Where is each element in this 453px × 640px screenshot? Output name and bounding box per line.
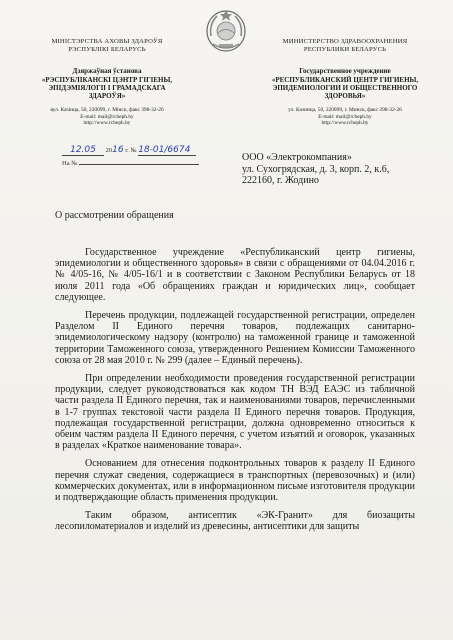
recipient-address — [242, 152, 389, 187]
body-paragraph: Таким образом, антисептик «ЭК-Гранит» для биозащиты лесопиломатериалов и изделий из древесины, антисептики для защиты — [55, 510, 415, 533]
ministry-name-ru: МИНИСТЕРСТВО ЗДРАВООХРАНЕНИЯ РЕСПУБЛИКИ БЕЛАРУСЬ — [282, 38, 408, 54]
outgoing-reference — [62, 145, 196, 156]
body-paragraph: Основанием для отнесения подконтрольных товаров к разделу II Единого перечня служат сведения, содержащиеся в транспортных (перевозочных) и (или) коммерческих документах, или в информационном письме изготовителя продукции и подтверждающие область применения продукции. — [55, 458, 415, 504]
handwritten-year: 16 — [112, 145, 124, 155]
body-paragraph: Перечень продукции, подлежащей государственной регистрации, определен Разделом II Единого перечня товаров, подлежащих санитарно-эпидемиологическому надзору (контролю) на таможенной границе и таможенной территории Таможенного союза, утвержденного Решением Комиссии Таможенного союза от 28 мая 2010 г. № 299 (далее – Единый перечень). — [55, 310, 415, 366]
address-be: вул. Казінца, 50, 220099, г. Мінск, факс 398-32-26 E-mail: mail@rcheph.by http://www.rcheph.by — [50, 106, 164, 127]
incoming-reference — [62, 160, 199, 167]
recipient-company: ООО «Электрокомпания» — [242, 152, 352, 163]
na-label: На № — [62, 160, 78, 167]
handwritten-number: 18-01/6674 — [138, 145, 191, 155]
year-prefix: 20 — [105, 147, 113, 154]
header-left — [14, 38, 200, 127]
body-paragraph: Государственное учреждение «Республиканский центр гигиены, эпидемиологии и общественного здоровья» в связи с обращениями от 04.04.2016 г. № 4/05-16, № 4/05-16/1 и в соответствии с Законом Республики Беларусь от 18 июля 2011 года «Об обращениях граждан и юридических лиц», сообщает следующее. — [55, 247, 415, 303]
handwritten-date: 12.05 — [70, 145, 96, 155]
address-ru: ул. Казинца, 50, 220099, г. Минск, факс 398-32-26 E-mail: mail@rcheph.by http://www.rcheph.by — [288, 106, 402, 127]
recipient-street: ул. Сухогрядская, д. 3, корп. 2, к.6, — [242, 163, 390, 175]
institution-kind-ru: Государственное учреждение — [299, 67, 391, 76]
state-emblem-icon — [203, 6, 249, 54]
institution-name-be: «РЭСПУБЛІКАНСКІ ЦЭНТР ГІГІЕНЫ, ЭПІДЭМІЯЛОГІІ І ГРАМАДСКАГА ЗДАРОЎЯ» — [41, 75, 173, 101]
body-paragraph: При определении необходимости проведения государственной регистрации продукции, следует руководствоваться как кодом ТН ВЭД ЕАЭС из табличной части раздела II Единого перечня, так и наименованиями товаров, перечисленными в 1-7 группах текстовой части раздела II Единого перечня товаров. Продукция, подлежащая государственной регистрации, должна одновременно относиться к обеим частям раздела II Единого перечня, с учетом изъятий и оговорок, указанных в разделах «Краткое наименование товара». — [55, 373, 415, 452]
ministry-name-be: МІНІСТЭРСТВА АХОВЫ ЗДАРОЎЯ РЭСПУБЛІКІ БЕЛАРУСЬ — [51, 38, 163, 54]
header-right — [252, 38, 438, 127]
recipient-city: 222160, г. Жодино — [242, 175, 319, 186]
institution-name-ru: «РЕСПУБЛИКАНСКИЙ ЦЕНТР ГИГИЕНЫ, ЭПИДЕМИОЛОГИИ И ОБЩЕСТВЕННОГО ЗДОРОВЬЯ» — [271, 75, 419, 101]
letter-body — [55, 247, 415, 540]
year-suffix: г. № — [125, 147, 137, 154]
letter-subject: О рассмотрении обращения — [55, 210, 174, 221]
institution-kind-be: Дзяржаўная ўстанова — [72, 67, 142, 76]
